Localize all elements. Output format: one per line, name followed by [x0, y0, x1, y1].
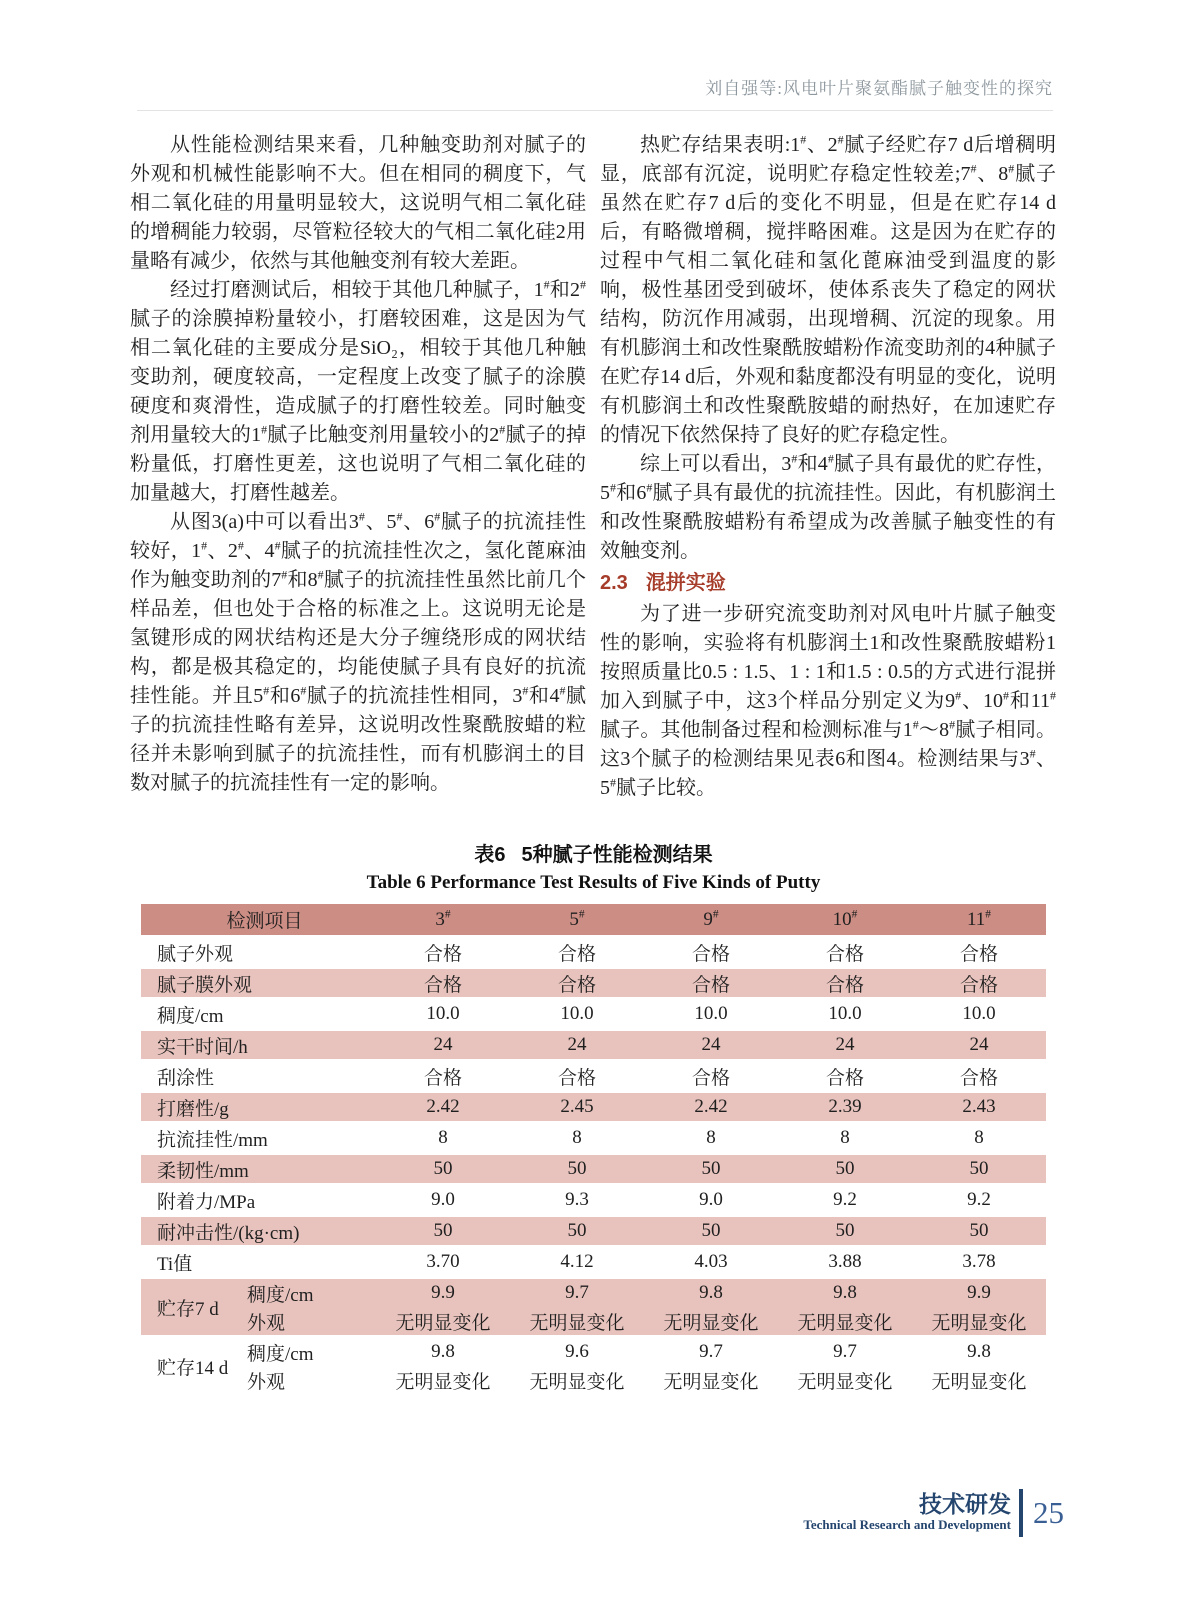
table-row	[141, 1123, 1046, 1154]
table-cell: 合格	[778, 1061, 912, 1092]
table-cell: 8	[912, 1123, 1046, 1154]
table-cell: 无明显变化	[778, 1307, 912, 1337]
table-caption-zh-title: 5种腻子性能检测结果	[521, 844, 713, 866]
section-number: 2.3	[600, 572, 628, 594]
table-cell: 24	[912, 1030, 1046, 1061]
section-heading	[600, 569, 1056, 598]
table-cell: 9.6	[565, 1341, 589, 1362]
table-cell: 50	[644, 1216, 778, 1247]
table-cell: 合格	[510, 968, 644, 999]
table-cell: 合格	[510, 1061, 644, 1092]
paragraph: 经过打磨测试后，相较于其他几种腻子，1#和2#腻子的涂膜掉粉量较小，打磨较困难，这是因为气相二氧化硅的主要成分是SiO₂，相较于其他几种触变助剂，硬度较高，一定程度上改变了腻子的涂膜硬度和爽滑性，造成腻子的打磨性较差。同时触变剂用量较大的1#腻子比触变剂用量较小的2#腻子的掉粉量低，打磨性更差，这也说明了气相二氧化硅的加量越大，打磨性越差。	[130, 277, 587, 504]
table-cell: 无明显变化	[376, 1307, 510, 1337]
footer-section-zh: 技术研发	[919, 1491, 1011, 1517]
table-cell: 8	[644, 1123, 778, 1154]
table-cell: 10.0	[644, 999, 778, 1030]
table-row-label: 腻子膜外观	[141, 968, 376, 999]
paragraph: 综上可以看出，3#和4#腻子具有最优的贮存性，5#和6#腻子具有最优的抗流挂性。因此，有机膨润土和改性聚酰胺蜡粉有希望成为改善腻子触变性的有效触变剂。	[600, 451, 1057, 562]
table-header-label: 检测项目	[141, 904, 376, 937]
table-row	[141, 1247, 1046, 1278]
paragraph: 从图3(a)中可以看出3#、5#、6#腻子的抗流挂性较好，1#、2#、4#腻子的抗流挂性次之，氢化蓖麻油作为触变助剂的7#和8#腻子的抗流挂性虽然比前几个样品差，但也处于合格的标准之上。这说明无论是氢键形成的网状结构还是大分子缠绕形成的网状结构，都是极其稳定的，均能使腻子具有良好的抗流挂性能。并且5#和6#腻子的抗流挂性相同，3#和4#腻子的抗流挂性略有差异，这说明改性聚酰胺蜡的粒径并未影响到腻子的抗流挂性，而有机膨润土的目数对腻子的抗流挂性有一定的影响。	[130, 509, 587, 794]
table-cell: 合格	[376, 937, 510, 968]
table-cell: 无明显变化	[644, 1366, 778, 1396]
table-row-label: 腻子外观	[141, 937, 376, 968]
table-cell: 合格	[644, 937, 778, 968]
table-cell: 无明显变化	[510, 1307, 644, 1337]
table-cell: 合格	[912, 968, 1046, 999]
table-cell: 合格	[778, 937, 912, 968]
table-cell: 9.2	[912, 1185, 1046, 1216]
left-column	[130, 131, 586, 803]
table-cell: 2.45	[510, 1092, 644, 1123]
table-row-label: 附着力/MPa	[141, 1185, 376, 1216]
table-header-cell: 10#	[778, 904, 912, 937]
table-cell: 无明显变化	[644, 1307, 778, 1337]
table-cell: 合格	[376, 968, 510, 999]
table-row-label: 外观	[237, 1307, 376, 1337]
table-cell: 50	[510, 1154, 644, 1185]
section-title: 混拼实验	[645, 572, 726, 594]
table-cell: 无明显变化	[778, 1366, 912, 1396]
performance-table-body	[141, 904, 1046, 1396]
table-row-label: 实干时间/h	[141, 1030, 376, 1061]
table-cell: 9.8	[778, 1278, 912, 1308]
table-cell: 无明显变化	[510, 1366, 644, 1396]
table-row-label: Ti值	[141, 1247, 376, 1278]
table-cell: 50	[376, 1154, 510, 1185]
table-row-label: 打磨性/g	[141, 1092, 376, 1123]
table-cell: 合格	[510, 937, 644, 968]
table-row	[141, 1307, 1046, 1337]
table-group-label: 贮存7 d	[141, 1278, 237, 1337]
table-row-label: 外观	[237, 1366, 376, 1396]
table-cell: 9.7	[699, 1341, 723, 1362]
table-cell: 无明显变化	[912, 1366, 1046, 1396]
table-header-cell: 3#	[376, 904, 510, 937]
performance-table	[141, 904, 1046, 1397]
table-caption-zh-label: 表6	[474, 844, 506, 866]
paragraph: 热贮存结果表明:1#、2#腻子经贮存7 d后增稠明显，底部有沉淀，说明贮存稳定性较差;7#、8#腻子虽然在贮存7 d后的变化不明显，但是在贮存14 d后，有略微增稠，搅拌略困难。这是因为在贮存的过程中气相二氧化硅和氢化蓖麻油受到温度的影响，极性基团受到破坏，使体系丧失了稳定的网状结构，防沉作用减弱，出现增稠、沉淀的现象。用有机膨润土和改性聚酰胺蜡粉作流变助剂的4种腻子在贮存14 d后，外观和黏度都没有明显的变化，说明有机膨润土和改性聚酰胺蜡的耐热好，在加速贮存的情况下依然保持了良好的贮存稳定性。	[600, 132, 1057, 446]
footer-section-labels	[803, 1492, 1011, 1534]
table-row	[141, 968, 1046, 999]
footer-section-en: Technical Research and Development	[803, 1517, 1011, 1532]
table-cell: 9.8	[967, 1341, 991, 1362]
table-row-label: 抗流挂性/mm	[141, 1123, 376, 1154]
table-cell: 9.9	[376, 1278, 510, 1308]
running-title: 刘自强等:风电叶片聚氨酯腻子触变性的探究	[137, 74, 1053, 111]
table-cell: 50	[912, 1216, 1046, 1247]
table-cell: 9.3	[510, 1185, 644, 1216]
table-row	[141, 1061, 1046, 1092]
table-row	[141, 1216, 1046, 1247]
body-columns	[130, 131, 1056, 803]
table-cell: 合格	[644, 1061, 778, 1092]
table-cell: 合格	[912, 937, 1046, 968]
table-header-cell: 9#	[644, 904, 778, 937]
table-row	[141, 937, 1046, 968]
table-cell: 10.0	[510, 999, 644, 1030]
table-row	[141, 1278, 1046, 1308]
table-row	[141, 1092, 1046, 1123]
table-row	[141, 1337, 1046, 1367]
table-group-label: 贮存14 d	[141, 1337, 237, 1396]
table-row	[141, 1366, 1046, 1396]
table-cell: 无明显变化	[912, 1307, 1046, 1337]
table-cell: 4.12	[510, 1247, 644, 1278]
table-row	[141, 1030, 1046, 1061]
table-cell: 50	[644, 1154, 778, 1185]
table-caption-zh	[0, 838, 1187, 867]
table-cell: 9.0	[644, 1185, 778, 1216]
table-cell: 10.0	[778, 999, 912, 1030]
table-cell: 50	[510, 1216, 644, 1247]
table-cell: 无明显变化	[376, 1366, 510, 1396]
footer	[803, 1489, 1064, 1537]
table-cell: 9.7	[833, 1341, 857, 1362]
table-cell: 9.8	[431, 1341, 455, 1362]
right-column	[600, 131, 1056, 803]
table-header-cell: 5#	[510, 904, 644, 937]
table-cell: 2.42	[644, 1092, 778, 1123]
table-row-label: 稠度/cm	[246, 1343, 314, 1365]
table-cell: 50	[778, 1154, 912, 1185]
table-cell: 10.0	[912, 999, 1046, 1030]
table-cell: 9.0	[376, 1185, 510, 1216]
table-cell: 9.7	[510, 1278, 644, 1308]
table-cell: 24	[376, 1030, 510, 1061]
paragraph: 为了进一步研究流变助剂对风电叶片腻子触变性的影响，实验将有机膨润土1和改性聚酰胺蜡粉1按照质量比0.5 : 1.5、1 : 1和1.5 : 0.5的方式进行混拼加入到腻子中，这3个样品分别定义为9#、10#和11#腻子。其他制备过程和检测标准与1#～8#腻子相同。这3个腻子的检测结果见表6和图4。检测结果与3#、5#腻子比较。	[600, 603, 1057, 799]
table-cell: 24	[778, 1030, 912, 1061]
table-row	[141, 1185, 1046, 1216]
table-row	[141, 999, 1046, 1030]
table-cell: 24	[510, 1030, 644, 1061]
paragraph: 从性能检测结果来看，几种触变助剂对腻子的外观和机械性能影响不大。但在相同的稠度下，气相二氧化硅的用量明显较大，这说明气相二氧化硅的增稠能力较弱，尽管粒径较大的气相二氧化硅2用量略有减少，依然与其他触变剂有较大差距。	[130, 134, 586, 272]
table-row-label: 刮涂性	[141, 1061, 376, 1092]
footer-page-number: 25	[1033, 1495, 1064, 1530]
footer-divider	[1019, 1489, 1023, 1537]
table-cell: 2.39	[778, 1092, 912, 1123]
table-row-label: 柔韧性/mm	[141, 1154, 376, 1185]
table-cell: 合格	[644, 968, 778, 999]
table-cell: 9.9	[912, 1278, 1046, 1308]
table-block	[0, 838, 1187, 1397]
table-cell: 8	[510, 1123, 644, 1154]
table-cell: 合格	[778, 968, 912, 999]
table-cell: 24	[644, 1030, 778, 1061]
table-cell: 4.03	[644, 1247, 778, 1278]
table-cell: 8	[778, 1123, 912, 1154]
table-cell: 50	[376, 1216, 510, 1247]
table-cell: 2.43	[912, 1092, 1046, 1123]
table-cell: 合格	[376, 1061, 510, 1092]
table-cell: 9.2	[778, 1185, 912, 1216]
table-header-row	[141, 904, 1046, 937]
table-row-label: 稠度/cm	[237, 1278, 376, 1308]
table-caption-en: Table 6 Performance Test Results of Five Kinds of Putty	[366, 872, 821, 893]
table-row-label: 稠度/cm	[141, 999, 376, 1030]
table-cell: 3.70	[376, 1247, 510, 1278]
table-cell: 50	[912, 1154, 1046, 1185]
table-cell: 3.88	[778, 1247, 912, 1278]
table-cell: 8	[376, 1123, 510, 1154]
table-cell: 50	[778, 1216, 912, 1247]
table-row-label: 耐冲击性/(kg·cm)	[141, 1216, 376, 1247]
table-header-cell: 11#	[912, 904, 1046, 937]
table-cell: 3.78	[912, 1247, 1046, 1278]
table-cell: 9.8	[644, 1278, 778, 1308]
table-cell: 10.0	[376, 999, 510, 1030]
table-row	[141, 1154, 1046, 1185]
table-cell: 2.42	[376, 1092, 510, 1123]
table-cell: 合格	[912, 1061, 1046, 1092]
